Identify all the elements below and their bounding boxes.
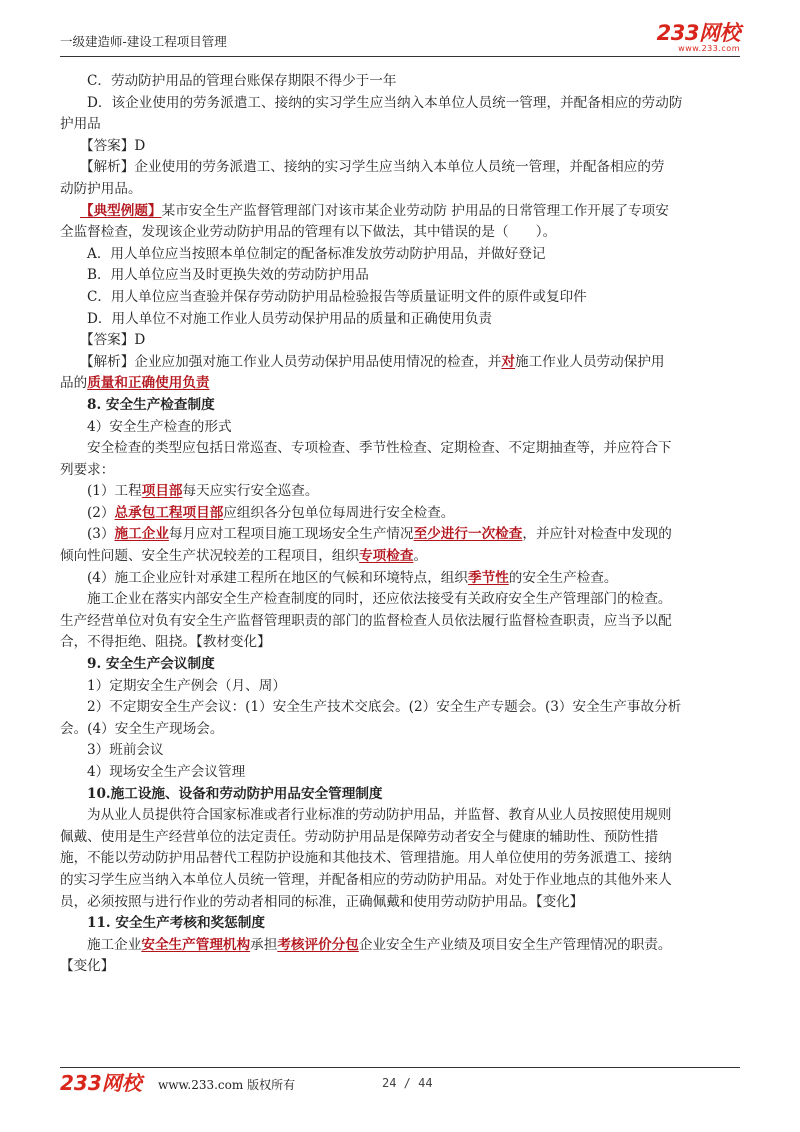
example-question-cont: 全监督检查，发现该企业劳动防护用品的管理有以下做法，其中错误的是（ ）。 bbox=[60, 224, 557, 241]
section-heading-9: 9. 安全生产会议制度 bbox=[87, 656, 215, 673]
paragraph-cont: 【变化】 bbox=[60, 958, 115, 975]
highlight: 施工企业 bbox=[114, 526, 169, 543]
example-option-b: B．用人单位应当及时更换失效的劳动防护用品 bbox=[87, 267, 369, 284]
document-body bbox=[60, 71, 740, 978]
brand-logo[interactable] bbox=[657, 22, 740, 53]
highlight: 对 bbox=[501, 353, 515, 370]
list-item: (4）施工企业应针对承建工程所在地区的气候和环境特点，组织季节性的安全生产检查。 bbox=[87, 569, 618, 586]
option-d-cont: 护用品 bbox=[60, 116, 101, 133]
list-item: 4）现场安全生产会议管理 bbox=[87, 764, 246, 780]
list-item: (3）施工企业每月应对工程项目施工现场安全生产情况至少进行一次检查，并应针对检查中发现的 bbox=[87, 526, 672, 543]
section-heading-10: 10.施工设施、设备和劳动防护用品安全管理制度 bbox=[87, 785, 383, 802]
option-c: C．劳动防护用品的管理台账保存期限不得少于一年 bbox=[87, 73, 397, 89]
example-option-a: A．用人单位应当按照本单位制定的配备标准发放劳动防护用品，并做好登记 bbox=[87, 245, 546, 262]
example-answer: 【答案】D bbox=[80, 332, 146, 349]
list-item-cont: 倾向性问题、安全生产状况较差的工程项目，组织专项检查。 bbox=[60, 548, 428, 565]
highlight: 总承包工程项目部 bbox=[114, 504, 224, 521]
paragraph-cont: 佩戴、使用是生产经营单位的法定责任。劳动防护用品是保障劳动者安全与健康的辅助性、预防性措 bbox=[60, 828, 659, 845]
list-item: 1）定期安全生产例会（月、周） bbox=[87, 677, 286, 694]
paragraph-cont: 施，不能以劳动防护用品替代工程防护设施和其他技术、管理措施。用人单位使用的劳务派遣工、接纳 bbox=[60, 850, 672, 867]
paragraph-cont: 生产经营单位对负有安全生产监督管理职责的部门的监督检查人员依法履行监督检查职责，应当予以配 bbox=[60, 612, 672, 629]
page-footer bbox=[60, 1072, 740, 1096]
paragraph-cont: 合，不得拒绝、阻挠。【教材变化】 bbox=[60, 634, 271, 651]
list-item-cont: 会。(4）安全生产现场会。 bbox=[60, 720, 224, 737]
footer-divider bbox=[60, 1067, 740, 1068]
highlight: 季节性 bbox=[467, 569, 509, 586]
footer-copyright: www.233.com 版权所有 bbox=[158, 1078, 296, 1092]
header-divider bbox=[60, 56, 740, 57]
list-item: 3）班前会议 bbox=[87, 742, 164, 759]
page-header bbox=[60, 22, 740, 56]
option-d: D．该企业使用的劳务派遣工、接纳的实习学生应当纳入本单位人员统一管理，并配备相应的劳动防 bbox=[87, 94, 683, 111]
example-explanation: 【解析】企业应加强对施工作业人员劳动保护用品使用情况的检查，并对施工作业人员劳动保护用 bbox=[80, 353, 665, 370]
paragraph: 安全检查的类型应包括日常巡查、专项检查、季节性检查、定期检查、不定期抽查等，并应符合下 bbox=[87, 440, 672, 457]
page-number: 24 / 44 bbox=[382, 1076, 433, 1090]
example-tag: 【典型例题】 bbox=[80, 202, 162, 219]
explanation-cont: 动防护用品。 bbox=[60, 180, 142, 197]
section-heading-11: 11. 安全生产考核和奖惩制度 bbox=[87, 915, 265, 932]
paragraph: 为从业人员提供符合国家标准或者行业标准的劳动防护用品，并监督、教育从业人员按照使用规则 bbox=[87, 807, 672, 824]
section-heading-8: 8. 安全生产检查制度 bbox=[87, 396, 215, 413]
paragraph: 施工企业安全生产管理机构承担考核评价分包企业安全生产业绩及项目安全生产管理情况的职责。 bbox=[87, 936, 672, 953]
sub-heading: 4）安全生产检查的形式 bbox=[87, 418, 232, 435]
explanation: 【解析】企业使用的劳务派遣工、接纳的实习学生应当纳入本单位人员统一管理，并配备相应的劳 bbox=[80, 159, 665, 176]
highlight: 考核评价分包 bbox=[277, 936, 359, 953]
document-title: 一级建造师-建设工程项目管理 bbox=[60, 34, 227, 49]
example-option-d: D．用人单位不对施工作业人员劳动保护用品的质量和正确使用负责 bbox=[87, 310, 493, 327]
paragraph-cont: 员，必须按照与进行作业的劳动者相同的标准，正确佩戴和使用劳动防护用品。【变化】 bbox=[60, 893, 584, 910]
highlight: 安全生产管理机构 bbox=[141, 936, 251, 953]
highlight: 质量和正确使用负责 bbox=[87, 375, 210, 392]
list-item: 2）不定期安全生产会议：(1）安全生产技术交底会。(2）安全生产专题会。(3）安全生产事故分析 bbox=[87, 699, 682, 716]
logo-text: 233网校 bbox=[656, 21, 740, 45]
highlight: 专项检查 bbox=[359, 548, 414, 565]
list-item: (1）工程项目部每天应实行安全巡查。 bbox=[87, 483, 319, 500]
paragraph-cont: 的实习学生应当纳入本单位人员统一管理，并配备相应的劳动防护用品。对处于作业地点的其他外来人 bbox=[60, 871, 672, 888]
logo-url: www.233.com bbox=[678, 44, 740, 53]
list-item: (2）总承包工程项目部应组织各分包单位每周进行安全检查。 bbox=[87, 504, 455, 521]
example-option-c: C．用人单位应当查验并保存劳动防护用品检验报告等质量证明文件的原件或复印件 bbox=[87, 288, 587, 305]
footer-logo[interactable]: 233网校 bbox=[60, 1071, 142, 1095]
example-explanation-cont: 品的质量和正确使用负责 bbox=[60, 375, 210, 392]
highlight: 项目部 bbox=[141, 483, 183, 500]
highlight: 至少进行一次检查 bbox=[413, 526, 523, 543]
answer: 【答案】D bbox=[80, 137, 146, 154]
example-question: 【典型例题】某市安全生产监督管理部门对该市某企业劳动防 护用品的日常管理工作开展了专项安 bbox=[80, 202, 669, 219]
paragraph-cont: 列要求： bbox=[60, 461, 115, 478]
paragraph: 施工企业在落实内部安全生产检查制度的同时，还应依法接受有关政府安全生产管理部门的检查。 bbox=[87, 591, 672, 608]
